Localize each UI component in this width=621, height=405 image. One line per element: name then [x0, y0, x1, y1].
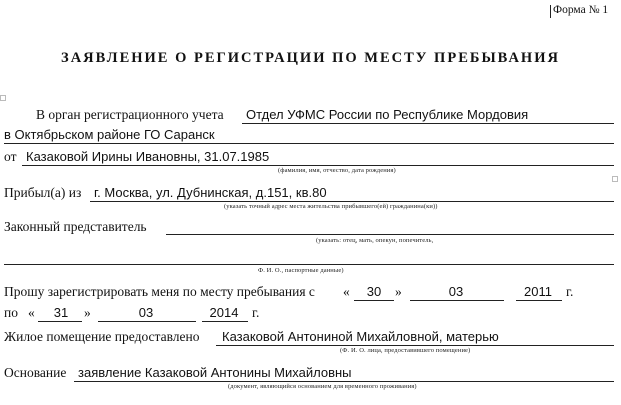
organ-line-1 [242, 123, 614, 124]
basis-line [74, 381, 614, 382]
arrived-line [90, 201, 614, 202]
representative-caption-2: Ф. И. О., паспортные данные) [258, 267, 344, 274]
organ-label: В орган регистрационного учета [36, 107, 224, 122]
from-day: 30 [366, 284, 382, 299]
organ-value-cont: в Октябрьском районе ГО Саранск [4, 127, 215, 142]
housing-label: Жилое помещение предоставлено [4, 329, 200, 344]
anchor-mark-left [0, 95, 6, 101]
to-close-quote: » [84, 305, 91, 320]
to-month-line [98, 321, 196, 322]
from-month-line [410, 300, 504, 301]
from-year-suffix: г. [566, 284, 574, 299]
basis-label: Основание [4, 365, 67, 380]
representative-line-2 [4, 264, 614, 265]
form-number-bar [550, 5, 551, 18]
anchor-mark-right [612, 176, 618, 182]
from-year-line [516, 300, 562, 301]
from-day-line [354, 300, 394, 301]
to-day-line [38, 321, 82, 322]
arrived-caption: (указать точный адрес места жительства прибывшего(ей) гражданина(ки)) [224, 203, 438, 210]
to-open-quote: « [28, 305, 35, 320]
form-number: Форма № 1 [553, 4, 609, 16]
to-day: 31 [53, 305, 69, 320]
from-month: 03 [448, 284, 464, 299]
from-value: Казаковой Ирины Ивановны, 31.07.1985 [26, 149, 270, 164]
to-label: по [4, 305, 18, 320]
organ-value: Отдел УФМС России по Республике Мордовия [246, 107, 529, 122]
basis-caption: (документ, являющийся основанием для временного проживания) [228, 383, 417, 390]
arrived-label: Прибыл(а) из [4, 185, 82, 200]
housing-value: Казаковой Антониной Михайловной, матерью [222, 329, 499, 344]
document-title: ЗАЯВЛЕНИЕ О РЕГИСТРАЦИИ ПО МЕСТУ ПРЕБЫВАНИЯ [61, 50, 560, 66]
from-close-quote: » [395, 284, 402, 299]
to-year-suffix: г. [252, 305, 260, 320]
to-year: 2014 [209, 305, 239, 320]
arrived-value: г. Москва, ул. Дубнинская, д.151, кв.80 [94, 185, 327, 200]
request-text: Прошу зарегистрировать меня по месту пребывания с [4, 284, 315, 299]
from-line [22, 165, 614, 166]
housing-line [216, 345, 614, 346]
to-year-line [202, 321, 248, 322]
to-month: 03 [138, 305, 154, 320]
representative-label: Законный представитель [4, 219, 147, 234]
housing-caption: (Ф. И. О. лица, предоставившего помещение) [340, 347, 471, 354]
representative-caption-1: (указать: отец, мать, опекун, попечитель, [316, 237, 434, 244]
from-label: от [4, 149, 17, 164]
from-year: 2011 [524, 284, 552, 299]
from-open-quote: « [343, 284, 350, 299]
representative-line-1 [166, 234, 614, 235]
organ-line-2 [4, 143, 614, 144]
from-caption: (фамилия, имя, отчество, дата рождения) [278, 167, 396, 174]
basis-value: заявление Казаковой Антонины Михайловны [78, 365, 352, 380]
